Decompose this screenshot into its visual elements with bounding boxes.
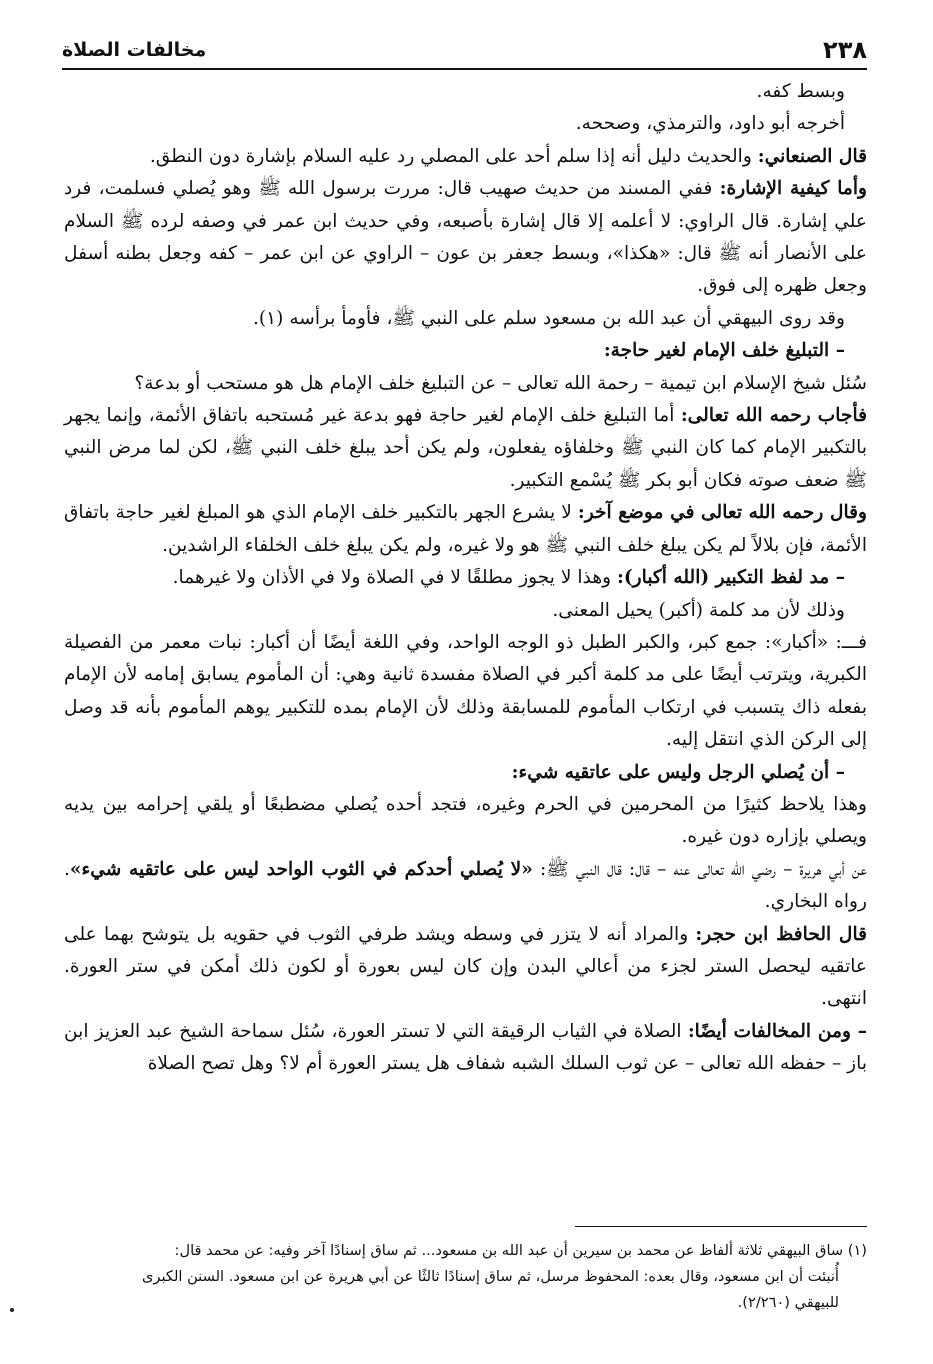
paragraph: وذلك لأن مد كلمة (أكبر) يحيل المعنى. [552,599,845,621]
paragraph-lead: وأما كيفية الإشارة: [719,178,868,200]
paragraph: عن أبي هريرة – رضي الله تعالى عنه – قال: قال النبي ﷺ: «لا يُصلي أحدكم في الثوب الواحد ليس على عاتقيه شيء». رواه البخاري. [64,858,867,913]
footnote-divider [575,1226,867,1227]
paragraph: – مد لفظ التكبير (الله أكبار): وهذا لا يجوز مطلقًا لا في الصلاة ولا في الأذان ولا غيرهما. [172,567,845,589]
footnote-line: للبيهقي (٢/٢٦٠). [737,1294,839,1311]
scan-mark [10,1308,14,1312]
paragraph: سُئل شيخ الإسلام ابن تيمية – رحمة الله تعالى – عن التبليغ خلف الإمام هل هو مستحب أو بدعة؟ [134,372,867,394]
paragraph: فـــ: «أكبار»: جمع كبر، والكبر الطبل ذو الوجه الواحد، وفي اللغة أيضًا أن أكبار: نبات معمر من الفصيلة الكبرية، ويترتب أيضًا على مد كلمة أكبر في الصلاة مفسدة ثانية وهي: أن المأموم يسابق إمامه لأن الإمام بفعله ذاك يتسبب في ارتكاب المأموم للمسابقة وذلك لأن الإمام بمده للتكبير يوهم المأموم بأنه قد وصل إلى الركن الذي انتقل إليه. [64,631,867,751]
paragraph: أخرجه أبو داود، والترمذي، وصححه. [575,113,845,135]
hadith-quote: «لا يُصلي أحدكم في الثوب الواحد ليس على عاتقيه شيء» [69,858,533,880]
footnote-line: أُنبئت أن ابن مسعود، وقال بعده: المحفوظ مرسل، ثم ساق إسنادًا ثالثًا عن أبي هريرة عن ابن مسعود. السنن الكبرى [142,1268,839,1285]
footnotes [64,1238,867,1316]
paragraph-lead: وقال رحمه الله تعالى في موضع آخر: [577,502,867,524]
page-header [62,30,867,70]
page-number: ٢٣٨ [823,36,867,64]
paragraph-lead: قال الصنعاني: [757,145,867,167]
paragraph: قال الحافظ ابن حجر: والمراد أنه لا يتزر في وسطه ويشد طرفي الثوب في حقويه بل يتوشح بهما على عاتقيه ليحصل الستر لجزء من أعالي البدن وإن كان ليس بعورة أو لكون ذلك أمكن في ستر العورة. انتهى. [64,923,867,1010]
paragraph: – ومن المخالفات أيضًا: الصلاة في الثياب الرقيقة التي لا تستر العورة، سُئل سماحة الشيخ عبد العزيز ابن باز – حفظه الله تعالى – عن ثوب السلك الشبه شفاف هل يستر العورة أم لا؟ وهل تصح الصلاة [64,1020,867,1075]
section-heading: – ومن المخالفات أيضًا: [687,1020,867,1042]
paragraph: وقد روى البيهقي أن عبد الله بن مسعود سلم على النبي ﷺ، فأومأ برأسه (١). [253,307,845,329]
header-divider [62,68,867,70]
footnote-line: (١) ساق البيهقي ثلاثة ألفاظ عن محمد بن سيرين أن عبد الله بن مسعود... ثم ساق إسنادًا آخر وفيه: عن محمد قال: [174,1242,867,1259]
paragraph: وقال رحمه الله تعالى في موضع آخر: لا يشرع الجهر بالتكبير خلف الإمام الذي هو المبلغ لغير حاجة باتفاق الأئمة، فإن بلالاً لم يكن يبلغ خلف النبي ﷺ هو ولا غيره، ولم يكن يبلغ خلف الخلفاء الراشدين. [64,502,867,556]
paragraph: قال الصنعاني: والحديث دليل أنه إذا سلم أحد على المصلي رد عليه السلام بإشارة دون النطق. [149,145,867,167]
paragraph: وبسط كفه. [756,81,845,102]
running-title: مخالفات الصلاة [62,39,207,61]
paragraph: وهذا يلاحظ كثيرًا من المحرمين في الحرم وغيره، فتجد أحده يُصلي مضطبعًا أو يلقي إحرامه بين يديه ويصلي بإزاره دون غيره. [64,793,867,848]
section-heading: – التبليغ خلف الإمام لغير حاجة: [603,340,845,362]
paragraph: فأجاب رحمه الله تعالى: أما التبليغ خلف الإمام لغير حاجة فهو بدعة غير مُستحبه باتفاق الأئمة، وإنما يجهر بالتكبير الإمام كما كان النبي ﷺ وخلفاؤه يفعلون، ولم يكن أحد يبلغ خلف النبي ﷺ، لكن لما مرض النبي ﷺ ضعف صوته فكان أبو بكر ﷺ يُسْمع التكبير. [64,405,867,491]
main-text [64,76,867,1081]
section-heading: – أن يُصلي الرجل وليس على عاتقيه شيء: [511,761,845,783]
paragraph-lead: قال الحافظ ابن حجر: [695,923,867,945]
paragraph-lead: فأجاب رحمه الله تعالى: [680,405,867,427]
section-heading: – مد لفظ التكبير (الله أكبار): [617,567,845,589]
paragraph: وأما كيفية الإشارة: ففي المسند من حديث صهيب قال: مررت برسول الله ﷺ وهو يُصلي فسلمت، فرد علي إشارة. قال الراوي: لا أعلمه إلا قال إشارة بأصبعه، وفي حديث ابن عمر في وصفه لرده ﷺ السلام على الأنصار أنه ﷺ قال: «هكذا»، وبسط جعفر بن عون – الراوي عن ابن عمر – كفه وجعل بطنه أسفل وجعل ظهره إلى فوق. [64,178,868,297]
